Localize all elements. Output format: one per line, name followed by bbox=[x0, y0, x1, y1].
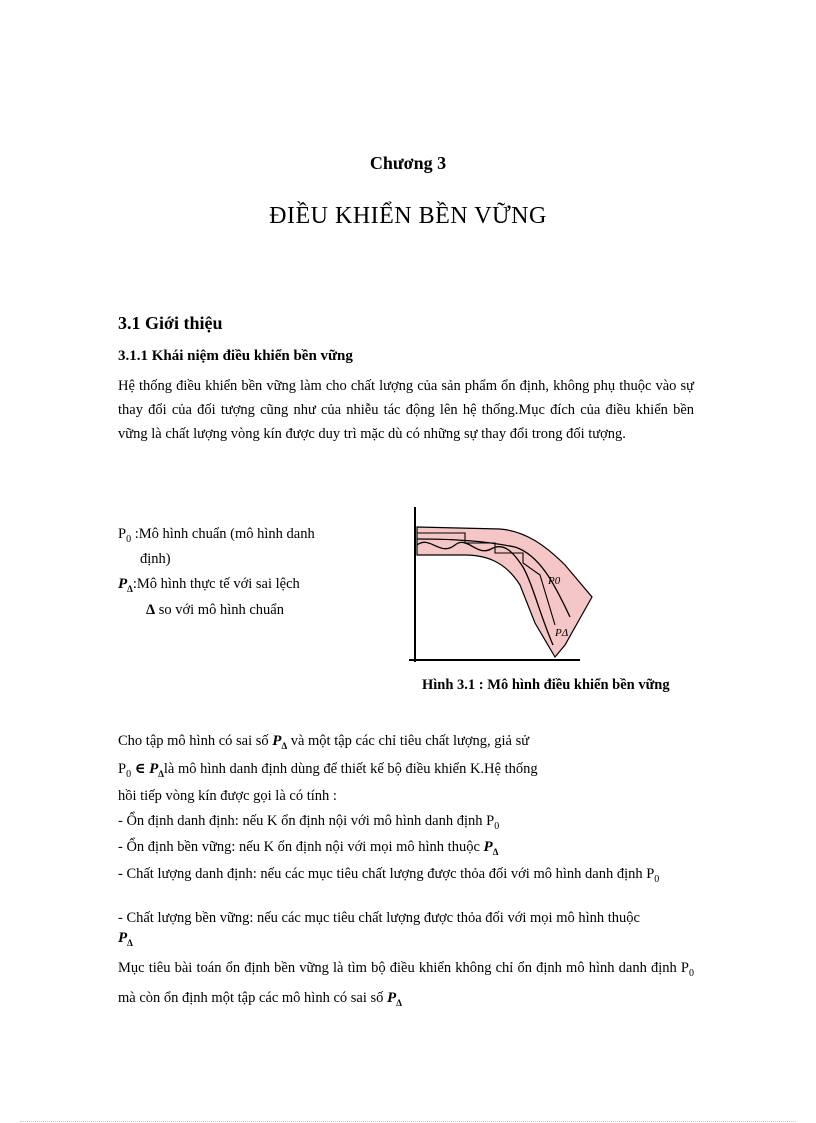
final-paragraph: Mục tiêu bài toán ổn định bền vững là tìm bộ điều khiển không chỉ ổn định mô hình danh định $P_0$ mà còn ổn định một tập các mô hình có sai số $P_\Delta$ bbox=[118, 960, 694, 1008]
label-pdelta: PΔ bbox=[555, 627, 569, 639]
legend-p0-cont: định) bbox=[140, 551, 171, 567]
page-bottom-divider bbox=[20, 1121, 796, 1122]
body-line-2: $P_0$ ∈ $P_\Delta là$ mô hình danh định dùng để thiết kế bộ điều khiển K.Hệ thống bbox=[118, 761, 538, 780]
legend-pdelta-cont: Δ so với mô hình chuẩn bbox=[146, 602, 284, 618]
label-p0: P0 bbox=[548, 575, 561, 587]
chapter-title: ĐIỀU KHIỂN BỀN VỮNG bbox=[269, 203, 547, 229]
intro-paragraph: Hệ thống điều khiển bền vững làm cho chất lượng của sản phẩm ổn định, không phụ thuộc vào sự thay đổi của đối tượng cũng như của nhiễu tác động lên hệ thống.Mục đích của điều khiển bền vững là chất lượng vòng kín được duy trì mặc dù có những sự thay đổi trong đối tượng. bbox=[118, 378, 694, 442]
legend-p0: $P_0$ :Mô hình chuẩn (mô hình danh bbox=[118, 526, 315, 545]
chapter-heading: Chương 3 bbox=[369, 153, 447, 173]
section-heading: 3.1 Giới thiệu bbox=[118, 313, 223, 333]
bullet-nominal-performance: - Chất lượng danh định: nếu các mục tiêu chất lượng được thỏa đối với mô hình danh định $P_0$ bbox=[118, 866, 660, 885]
body-line-3: hồi tiếp vòng kín được gọi là có tính : bbox=[118, 788, 337, 804]
subsection-heading: 3.1.1 Khái niệm điều khiển bền vững bbox=[118, 348, 353, 364]
figure-caption: Hình 3.1 : Mô hình điều khiển bền vững bbox=[422, 677, 670, 693]
body-line-1: Cho tập mô hình có sai số $P_\Delta$ và một tập các chỉ tiêu chất lượng, giả sử bbox=[118, 733, 530, 751]
robust-model-figure bbox=[405, 505, 600, 670]
bullet-robust-stability: - Ổn định bền vững: nếu K ổn định nội với mọi mô hình thuộc $P_\Delta$ bbox=[118, 839, 499, 857]
bullet-nominal-stability: - Ổn định danh định: nếu K ổn định nội với mô hình danh định $P_0$ bbox=[118, 813, 500, 832]
legend-pdelta: $P_\Delta:Mô$ hình thực tế với sai lệch bbox=[118, 576, 300, 594]
bullet-robust-performance: - Chất lượng bền vững: nếu các mục tiêu chất lượng được thỏa đối với mọi mô hình thuộc $P_\Delta$ bbox=[118, 910, 640, 948]
